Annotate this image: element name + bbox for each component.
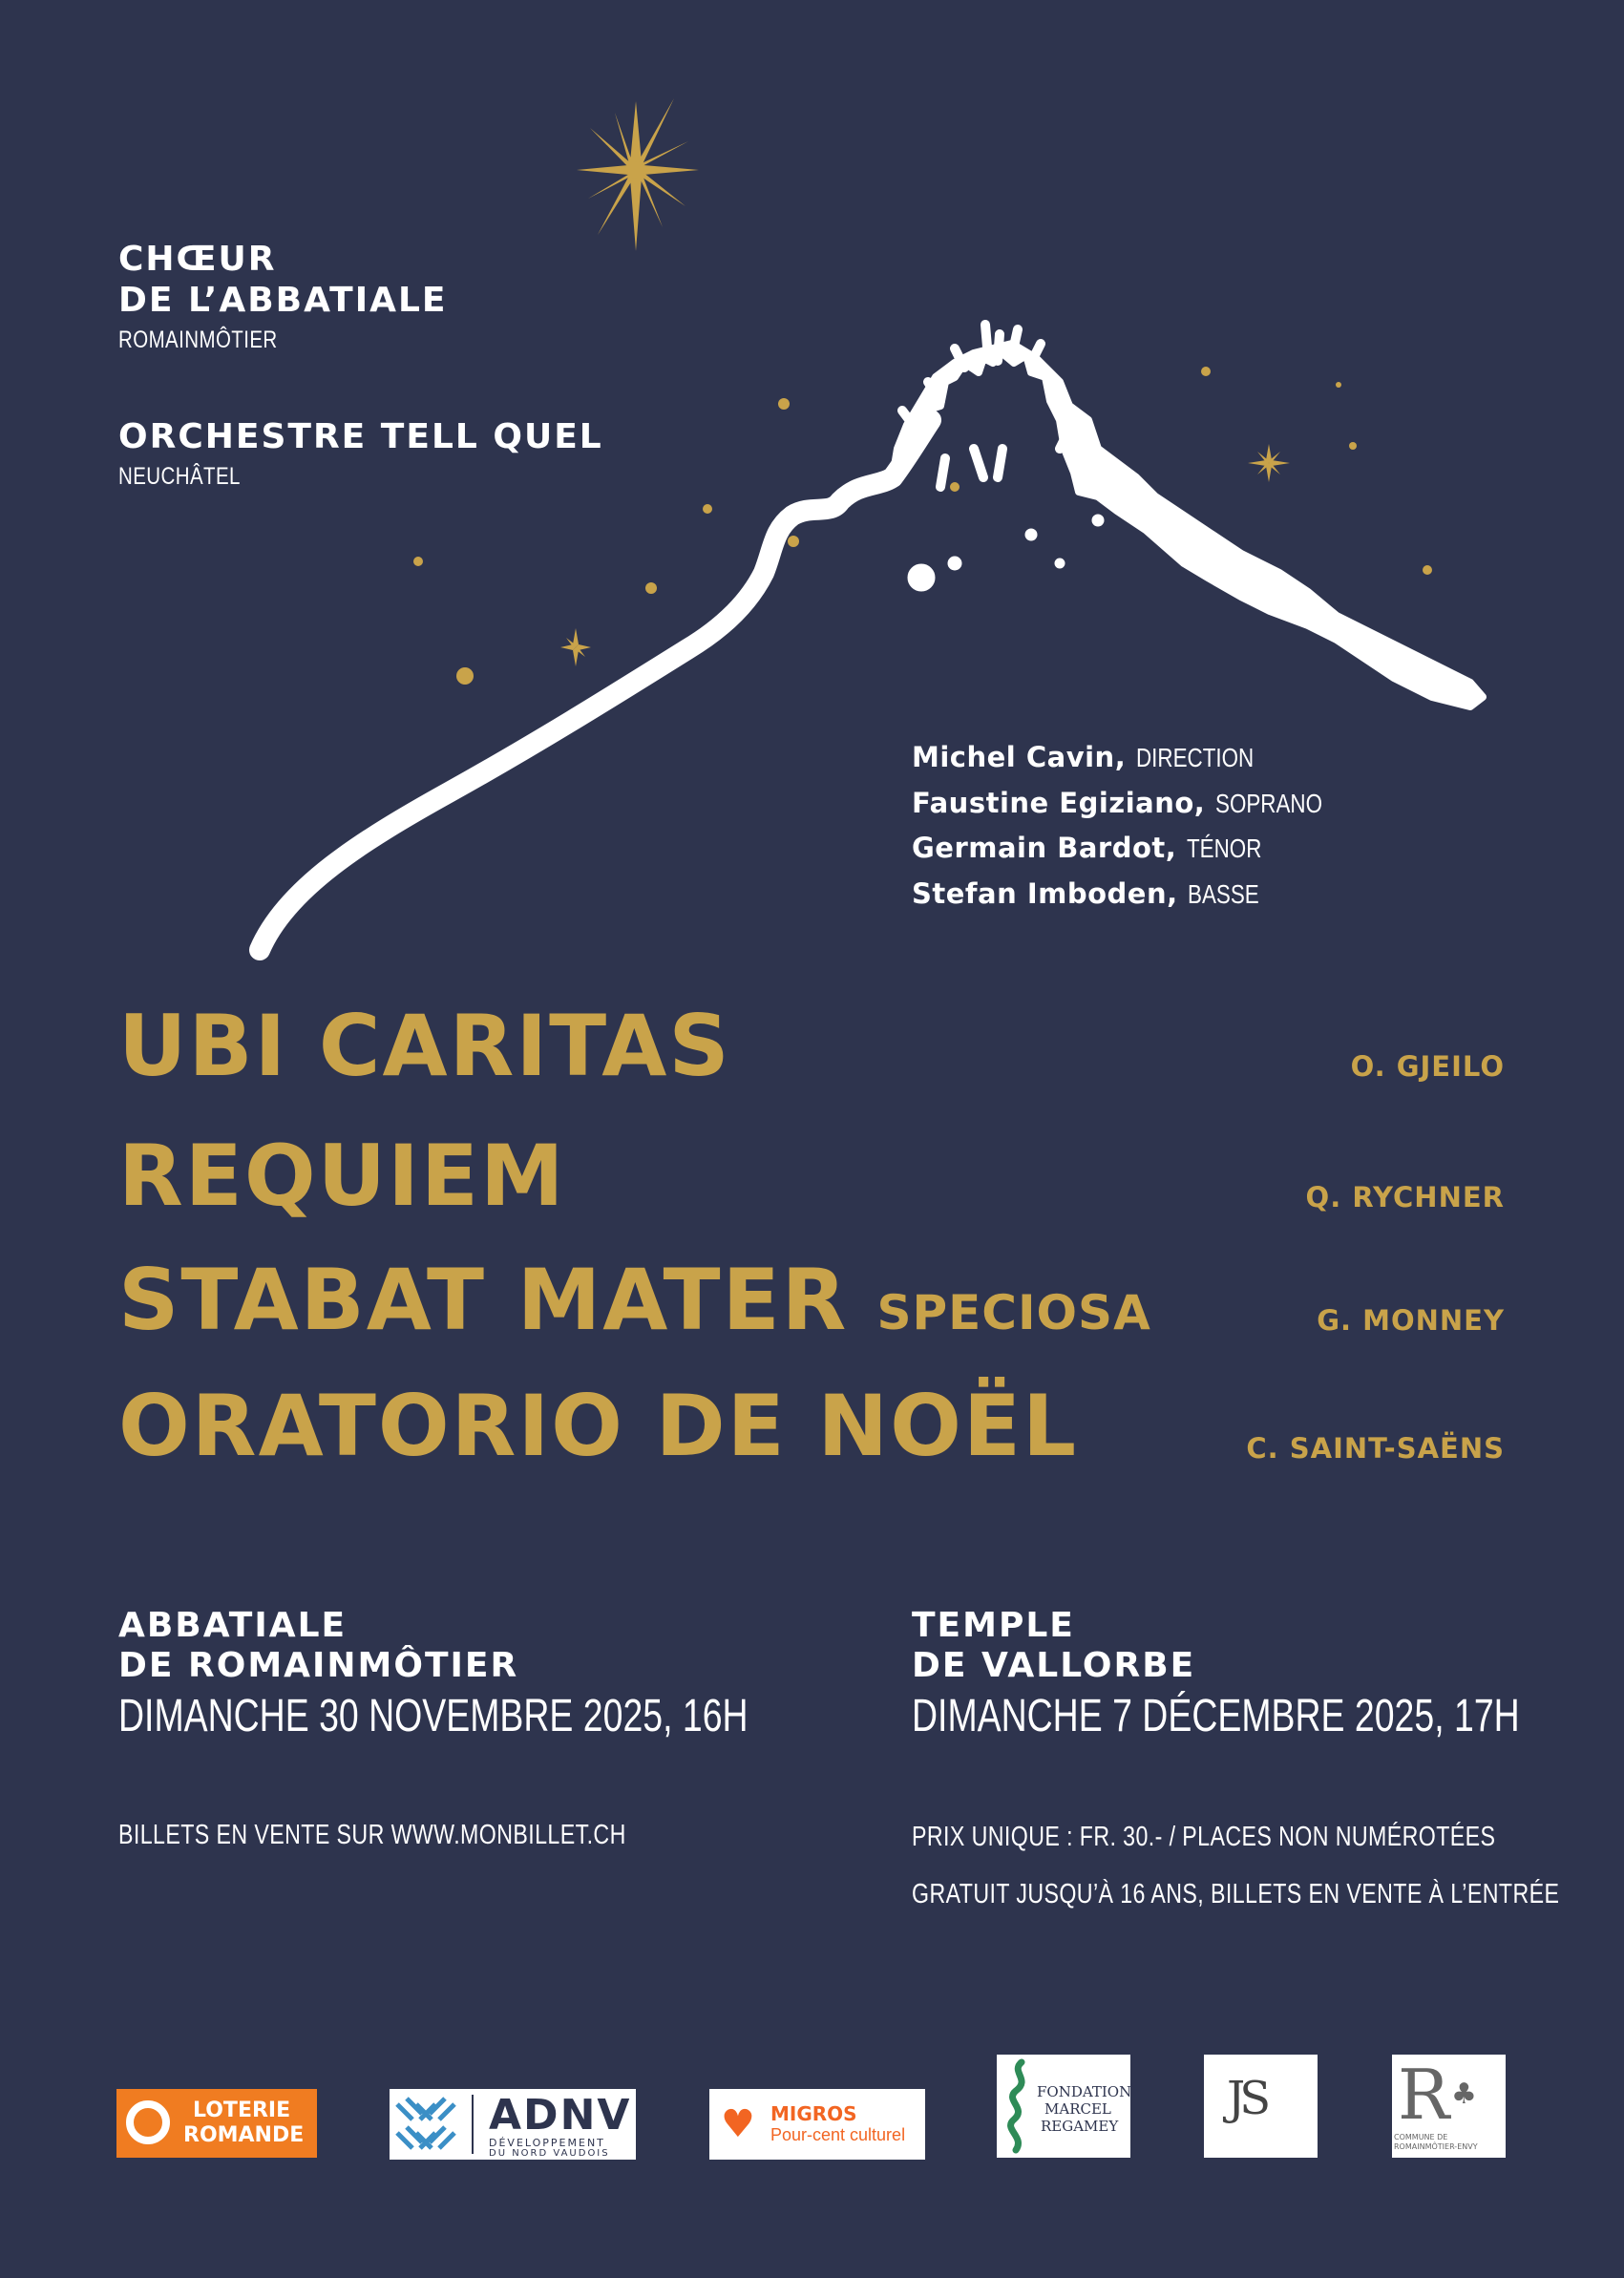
performer-role: TÉNOR [1186,833,1262,863]
regamey-line3: REGAMEY [1041,2118,1119,2135]
performer-name: Stefan Imboden [912,876,1168,910]
orchestra-name: ORCHESTRE TELL QUEL [118,417,603,456]
adnv-name: ADNV [489,2091,632,2140]
program-title: ORATORIO DE NOËL [118,1377,1079,1475]
performer-row: Germain Bardot, TÉNOR [912,826,1349,872]
program-title: UBI CARITAS [118,997,731,1095]
venue-line1: ABBATIALE [118,1606,348,1645]
migros-heart-icon: ♥ [721,2102,755,2146]
program-composer: C. SAINT-SAËNS [1246,1432,1505,1465]
program-title: STABAT MATER [118,1251,849,1349]
performer-row: Michel Cavin, DIRECTION [912,735,1349,781]
orchestra-city: NEUCHÂTEL [118,463,241,490]
commune-romainmotier-logo [1392,2055,1506,2158]
program-composer: O. GJEILO [1350,1050,1505,1083]
adnv-line1: DÉVELOPPEMENT [489,2137,605,2149]
loterie-romande-logo [116,2089,317,2158]
program-title: REQUIEM [118,1127,566,1225]
adnv-divider [472,2095,474,2154]
venue-line2: DE VALLORBE [912,1646,1196,1685]
tickets-price: PRIX UNIQUE : FR. 30.- / PLACES NON NUMÉROTÉES [912,1822,1496,1852]
regamey-line1: FONDATION [1037,2083,1132,2100]
commune-text: COMMUNE DE ROMAINMÔTIER-ENVY [1394,2133,1478,2151]
concert-block [912,1606,1624,1742]
performer-name: Germain Bardot [912,832,1166,864]
adnv-logo [390,2089,636,2160]
choir-city: ROMAINMÔTIER [118,327,278,353]
small-star-icon [1248,444,1290,482]
migros-logo [709,2089,925,2160]
commune-clover-icon: ♣ [1451,2078,1477,2111]
adnv-line2: DU NORD VAUDOIS [489,2148,610,2159]
migros-sub: Pour-cent culturel [770,2125,906,2144]
choir-block [118,239,448,354]
tickets-free: GRATUIT JUSQU’À 16 ANS, BILLETS EN VENTE À L’ENTRÉE [912,1879,1560,1909]
loterie-ring-icon [126,2100,170,2144]
loterie-line2: ROMANDE [183,2123,305,2147]
js-monogram: JS [1227,2072,1266,2125]
choir-name-line1: CHŒUR [118,240,277,279]
performer-row: Faustine Egiziano, SOPRANO [912,781,1349,827]
concert-block [118,1606,926,1742]
orchestra-block [118,416,603,491]
adnv-weave-icon [393,2095,464,2154]
fondation-regamey-logo [997,2055,1130,2158]
venue-line1: TEMPLE [912,1606,1075,1645]
tickets-online: BILLETS EN VENTE SUR WWW.MONBILLET.CH [118,1820,626,1850]
concert-date: DIMANCHE 7 DÉCEMBRE 2025, 17H [912,1691,1520,1741]
commune-r-icon: R [1398,2055,1450,2135]
performer-row: Stefan Imboden, BASSE [912,872,1349,918]
js-monogram-logo [1204,2055,1318,2158]
loterie-line1: LOTERIE [193,2099,291,2122]
program-composer: G. MONNEY [1317,1304,1505,1337]
small-star-icon [560,628,591,666]
choir-name-line2: DE L’ABBATIALE [118,281,448,320]
migros-name: MIGROS [770,2102,857,2125]
performer-role: DIRECTION [1135,743,1255,772]
regamey-line2: MARCEL [1044,2100,1111,2118]
concert-date: DIMANCHE 30 NOVEMBRE 2025, 16H [118,1691,749,1741]
performer-name: Michel Cavin [912,741,1115,773]
regamey-leaf-icon [1002,2058,1041,2154]
star-icon [577,98,699,251]
venue-line2: DE ROMAINMÔTIER [118,1646,519,1685]
program-subtitle: SPECIOSA [876,1285,1151,1340]
performer-role: SOPRANO [1214,788,1322,818]
performer-name: Faustine Egiziano [912,786,1194,819]
performers-list [912,735,1349,917]
performer-role: BASSE [1188,878,1259,909]
mountain-illustration [0,0,1624,1050]
program-composer: Q. RYCHNER [1305,1181,1505,1213]
program-title-row [118,1251,1151,1349]
